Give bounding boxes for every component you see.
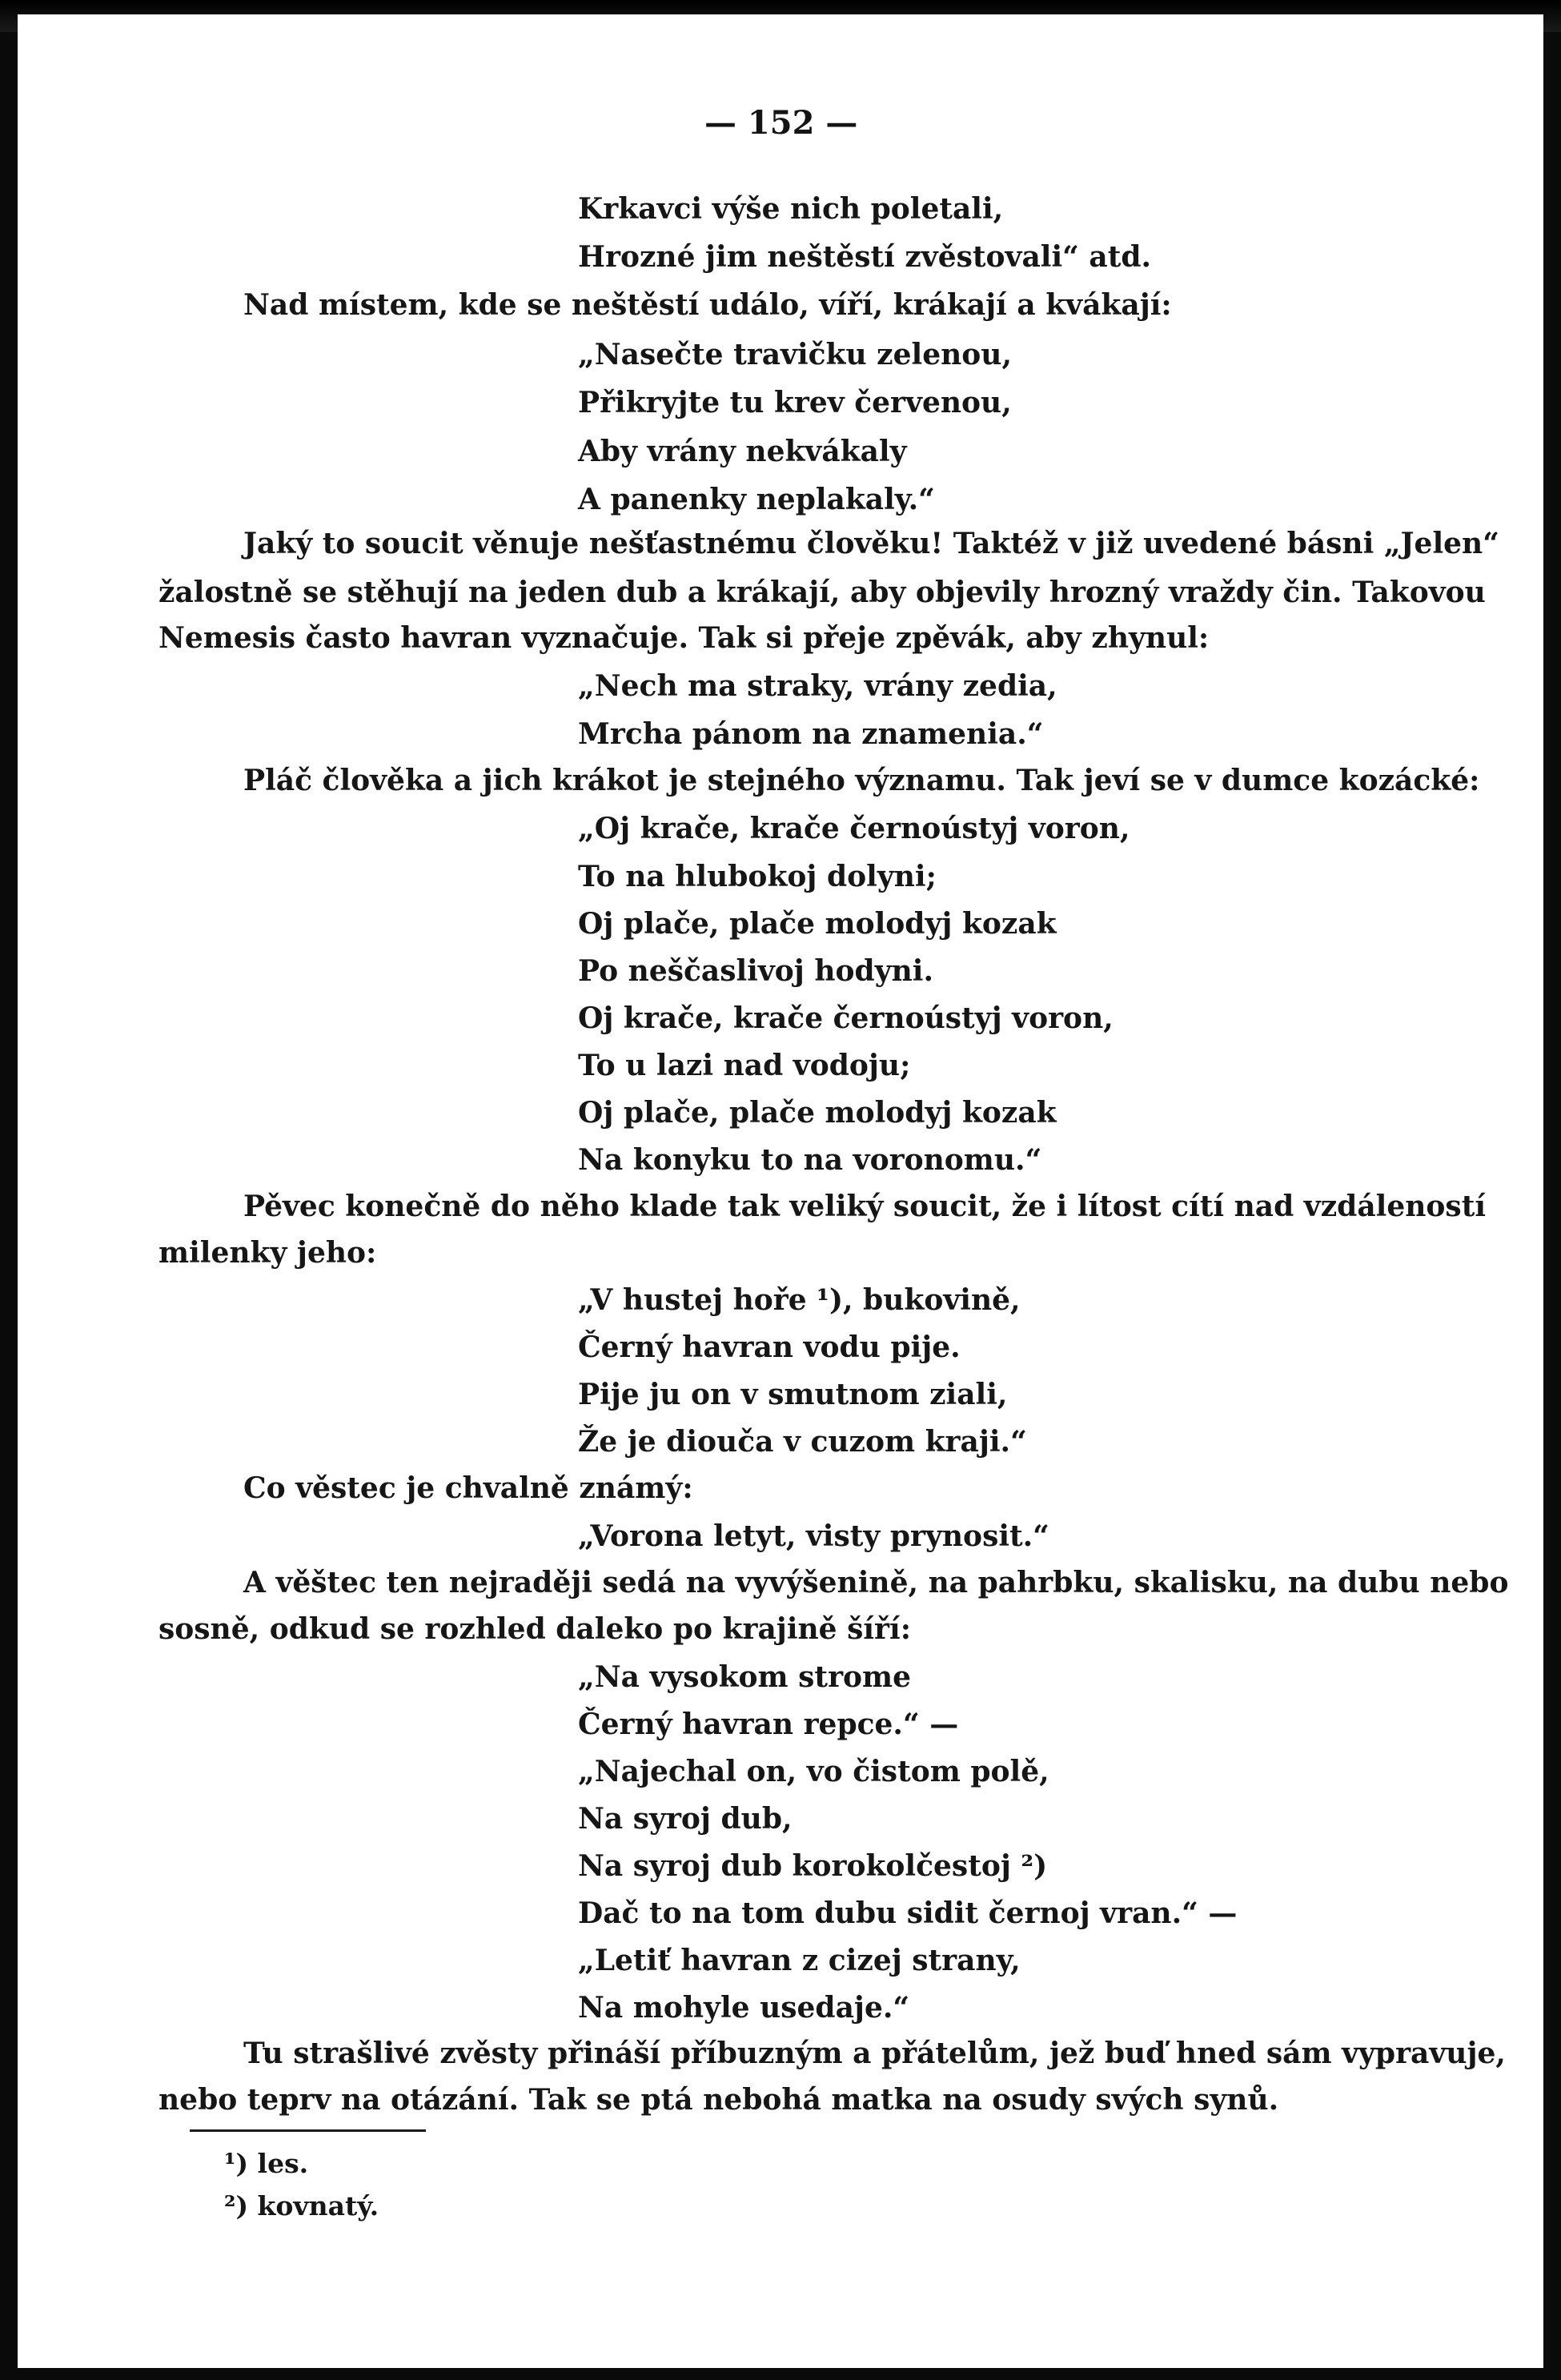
text-line: Nemesis často havran vyznačuje. Tak si přeje zpěvák, aby zhynul:	[159, 621, 1210, 655]
text-line: Jaký to soucit věnuje nešťastnému člověku! Taktéž v již uvedené básni „Jelen“	[243, 527, 1499, 560]
page-number: — 152 —	[704, 104, 858, 142]
text-line: Hrozné jim neštěstí zvěstovali“ atd.	[578, 240, 1152, 274]
text-line: Oj plače, plače molodyj kozak	[578, 907, 1057, 941]
text-line: nebo teprv na otázání. Tak se ptá nebohá matka na osudy svých synů.	[159, 2083, 1279, 2117]
text-line: Tu strašlivé zvěsty přináší příbuzným a přátelům, jež buď hned sám vypravuje,	[243, 2037, 1506, 2070]
text-line: milenky jeho:	[159, 1236, 377, 1270]
text-line: Dač to na tom dubu sidit černoj vran.“ —	[578, 1896, 1238, 1930]
text-line: A věštec ten nejraději sedá na vyvýšenině, na pahrbku, skalisku, na dubu nebo	[243, 1566, 1509, 1599]
text-line: „Nasečte travičku zelenou,	[578, 338, 1013, 371]
text-line: Na konyku to na voronomu.“	[578, 1143, 1042, 1177]
text-line: „Nech ma straky, vrány zedia,	[578, 669, 1057, 703]
text-line: Co věstec je chvalně známý:	[243, 1471, 693, 1505]
text-line: žalostně se stěhují na jeden dub a krákají, aby objevily hrozný vraždy čin. Takovou	[159, 576, 1486, 609]
text-line: „V hustej hoře ¹), bukovině,	[578, 1283, 1021, 1317]
book-page	[18, 14, 1543, 2368]
text-line: Na mohyle usedaje.“	[578, 1991, 910, 2025]
text-line: Přikryjte tu krev červenou,	[578, 386, 1012, 419]
text-line: sosně, odkud se rozhled daleko po krajině šíří:	[159, 1612, 911, 1646]
text-line: Pláč člověka a jich krákot je stejného významu. Tak jeví se v dumce kozácké:	[243, 764, 1480, 797]
text-line: Po neščaslivoj hodyni.	[578, 954, 934, 988]
text-line: „Najechal on, vo čistom polě,	[578, 1755, 1049, 1788]
text-line: Že je diouča v cuzom kraji.“	[578, 1425, 1027, 1459]
text-line: Pije ju on v smutnom ziali,	[578, 1378, 1008, 1411]
text-line: Mrcha pánom na znamenia.“	[578, 717, 1044, 751]
text-line: Černý havran vodu pije.	[578, 1330, 961, 1364]
text-line: Černý havran repce.“ —	[578, 1708, 959, 1741]
footnote-divider	[190, 2129, 426, 2132]
text-line: Na syroj dub korokolčestoj ²)	[578, 1849, 1048, 1883]
text-line: „Vorona letyt, visty prynosit.“	[578, 1519, 1049, 1553]
text-line: Krkavci výše nich poletali,	[578, 192, 1004, 226]
footnote: ²) kovnatý.	[224, 2190, 379, 2221]
text-line: Pěvec konečně do něho klade tak veliký soucit, že i lítost cítí nad vzdáleností	[243, 1190, 1487, 1223]
footnote: ¹) les.	[224, 2148, 309, 2179]
text-line: A panenky neplakaly.“	[578, 483, 935, 516]
text-line: „Oj krače, krače černoústyj voron,	[578, 812, 1130, 845]
text-line: „Letiť havran z cizej strany,	[578, 1944, 1021, 1977]
text-line: Oj plače, plače molodyj kozak	[578, 1096, 1057, 1130]
text-line: Oj krače, krače černoústyj voron,	[578, 1001, 1114, 1035]
text-line: To na hlubokoj dolyni;	[578, 860, 937, 893]
text-line: To u lazi nad vodoju;	[578, 1049, 911, 1082]
text-line: „Na vysokom strome	[578, 1660, 912, 1694]
text-line: Aby vrány nekvákaly	[578, 435, 907, 468]
text-line: Nad místem, kde se neštěstí událo, víří, krákají a kvákají:	[243, 288, 1172, 322]
text-line: Na syroj dub,	[578, 1802, 793, 1836]
